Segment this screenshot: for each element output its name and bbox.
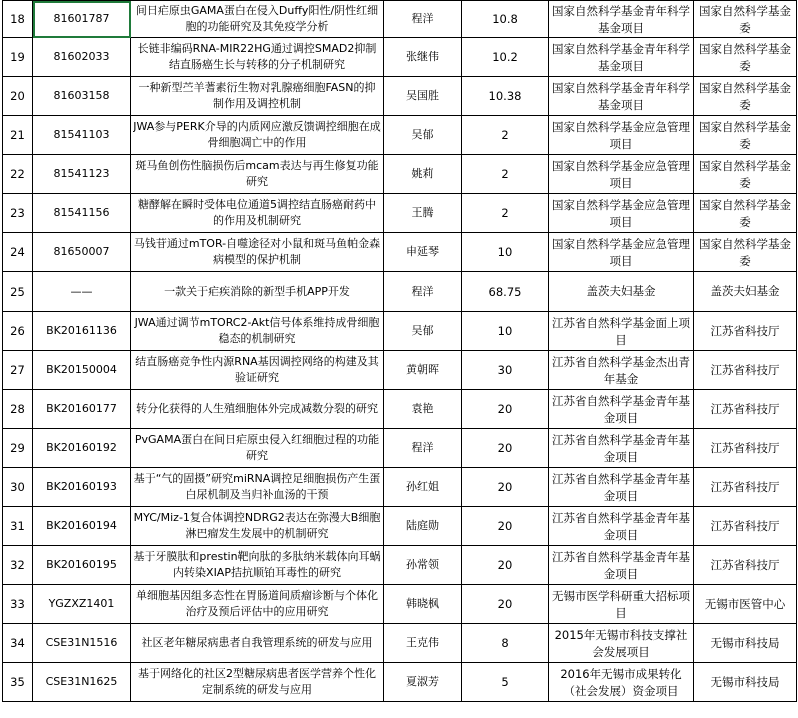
row-number-cell[interactable] <box>3 194 33 233</box>
program-type-cell[interactable] <box>549 585 694 624</box>
project-title-cell[interactable] <box>131 233 384 272</box>
project-title-cell[interactable] <box>131 585 384 624</box>
principal-investigator-cell[interactable] <box>384 663 462 702</box>
amount-text: 20 <box>497 402 513 416</box>
row-number-cell[interactable] <box>3 429 33 468</box>
no-text: 22 <box>10 167 25 181</box>
no-text: 35 <box>10 675 25 689</box>
amount-text: 2 <box>501 206 509 220</box>
table-row <box>3 624 797 663</box>
table-row <box>3 272 797 312</box>
code-text: 81602033 <box>53 50 110 63</box>
program-type-cell[interactable] <box>549 233 694 272</box>
person-text: 姚莉 <box>411 167 434 180</box>
project-code-cell[interactable] <box>33 468 131 507</box>
row-number-cell[interactable] <box>3 1 33 38</box>
row-number-cell[interactable] <box>3 351 33 390</box>
row-number-cell[interactable] <box>3 116 33 155</box>
amount-text: 20 <box>497 597 513 611</box>
program-type-cell[interactable] <box>549 546 694 585</box>
funding-amount-cell[interactable] <box>462 312 549 351</box>
row-number-cell[interactable] <box>3 585 33 624</box>
project-title-cell[interactable] <box>131 194 384 233</box>
principal-investigator-cell[interactable] <box>384 546 462 585</box>
person-text: 夏淑芳 <box>406 675 439 688</box>
project-table <box>2 0 797 702</box>
table-row <box>3 390 797 429</box>
code-text: BK20160195 <box>46 558 117 571</box>
source-text: 江苏省科技厅 <box>710 362 780 377</box>
person-text: 王腾 <box>411 206 434 219</box>
source-text: 国家自然科学基金委 <box>699 42 791 73</box>
program-text: 江苏省自然科学基金青年基金项目 <box>552 394 690 425</box>
no-text: 28 <box>10 402 25 416</box>
project-title-cell[interactable] <box>131 1 384 38</box>
person-text: 袁艳 <box>411 402 434 415</box>
funding-source-cell[interactable] <box>694 272 797 312</box>
funding-source-cell[interactable] <box>694 546 797 585</box>
person-text: 王克伟 <box>406 636 439 649</box>
program-type-cell[interactable] <box>549 1 694 38</box>
source-text: 江苏省科技厅 <box>710 557 780 572</box>
project-code-cell[interactable] <box>33 1 131 38</box>
funding-amount-cell[interactable] <box>462 116 549 155</box>
person-text: 韩晓枫 <box>406 597 439 610</box>
project-title-cell[interactable] <box>131 312 384 351</box>
no-text: 27 <box>10 363 25 377</box>
program-text: 江苏省自然科学基金青年基金项目 <box>552 550 690 581</box>
row-number-cell[interactable] <box>3 272 33 312</box>
code-text: 81601787 <box>53 12 110 25</box>
amount-text: 5 <box>501 675 509 689</box>
program-text: 国家自然科学基金应急管理项目 <box>552 120 690 151</box>
program-type-cell[interactable] <box>549 77 694 116</box>
title-text: 单细胞基因组多态性在胃肠道间质瘤诊断与个体化治疗及预后评估中的应用研究 <box>136 589 378 618</box>
funding-amount-cell[interactable] <box>462 1 549 38</box>
table-row <box>3 663 797 702</box>
source-text: 国家自然科学基金委 <box>699 120 791 151</box>
table-row <box>3 351 797 390</box>
title-text: 一种新型苎羊蓍素衍生物对乳腺癌细胞FASN的抑制作用及调控机制 <box>138 81 376 110</box>
funding-source-cell[interactable] <box>694 1 797 38</box>
funding-source-cell[interactable] <box>694 624 797 663</box>
program-type-cell[interactable] <box>549 390 694 429</box>
row-number-cell[interactable] <box>3 312 33 351</box>
title-text: 间日疟原虫GAMA蛋白在侵入Duffy阳性/阴性红细胞的功能研究及其免疫学分析 <box>135 4 379 33</box>
funding-source-cell[interactable] <box>694 77 797 116</box>
row-number-cell[interactable] <box>3 390 33 429</box>
source-text: 国家自然科学基金委 <box>699 81 791 112</box>
no-text: 31 <box>10 519 25 533</box>
amount-text: 20 <box>497 519 513 533</box>
no-text: 19 <box>10 50 25 64</box>
title-text: 一款关于疟疾消除的新型手机APP开发 <box>164 284 350 298</box>
project-code-cell[interactable] <box>33 585 131 624</box>
program-text: 2016年无锡市成果转化（社会发展）资金项目 <box>560 667 682 698</box>
amount-text: 10 <box>497 324 513 338</box>
row-number-cell[interactable] <box>3 624 33 663</box>
code-text: BK20160177 <box>46 402 117 415</box>
row-number-cell[interactable] <box>3 77 33 116</box>
program-text: 江苏省自然科学基金面上项目 <box>552 316 690 347</box>
project-title-cell[interactable] <box>131 272 384 312</box>
amount-text: 8 <box>501 636 509 650</box>
funding-amount-cell[interactable] <box>462 507 549 546</box>
table-row <box>3 429 797 468</box>
amount-text: 10.2 <box>492 50 518 64</box>
code-text: 81541103 <box>53 128 110 141</box>
funding-amount-cell[interactable] <box>462 194 549 233</box>
title-text: 社区老年糖尿病患者自我管理系统的研发与应用 <box>141 636 373 649</box>
person-text: 申延琴 <box>406 245 439 258</box>
amount-text: 2 <box>501 128 509 142</box>
funding-amount-cell[interactable] <box>462 38 549 77</box>
person-text: 程洋 <box>411 12 434 25</box>
code-text: YGZXZ1401 <box>48 597 115 610</box>
amount-text: 10 <box>497 245 513 259</box>
funding-amount-cell[interactable] <box>462 233 549 272</box>
title-text: 斑马鱼创伤性脑损伤后mcam表达与再生修复功能研究 <box>135 159 379 188</box>
project-title-cell[interactable] <box>131 155 384 194</box>
table-row <box>3 585 797 624</box>
project-title-cell[interactable] <box>131 77 384 116</box>
amount-text: 10.8 <box>492 12 518 26</box>
no-text: 29 <box>10 441 25 455</box>
no-text: 33 <box>10 597 25 611</box>
table-row <box>3 546 797 585</box>
program-text: 江苏省自然科学基金青年基金项目 <box>552 433 690 464</box>
principal-investigator-cell[interactable] <box>384 38 462 77</box>
project-title-cell[interactable] <box>131 546 384 585</box>
title-text: MYC/Miz-1复合体调控NDRG2表达在弥漫大B细胞淋巴瘤发生发展中的机制研究 <box>133 511 381 540</box>
source-text: 无锡市科技局 <box>710 635 780 650</box>
funding-amount-cell[interactable] <box>462 390 549 429</box>
no-text: 21 <box>10 128 25 142</box>
project-title-cell[interactable] <box>131 507 384 546</box>
table-row <box>3 1 797 38</box>
program-type-cell[interactable] <box>549 507 694 546</box>
funding-source-cell[interactable] <box>694 155 797 194</box>
project-code-cell[interactable] <box>33 155 131 194</box>
principal-investigator-cell[interactable] <box>384 390 462 429</box>
program-type-cell[interactable] <box>549 468 694 507</box>
code-text: 81650007 <box>53 245 110 258</box>
principal-investigator-cell[interactable] <box>384 429 462 468</box>
project-title-cell[interactable] <box>131 38 384 77</box>
funding-source-cell[interactable] <box>694 116 797 155</box>
program-type-cell[interactable] <box>549 194 694 233</box>
no-text: 34 <box>10 636 25 650</box>
project-title-cell[interactable] <box>131 663 384 702</box>
row-number-cell[interactable] <box>3 507 33 546</box>
principal-investigator-cell[interactable] <box>384 1 462 38</box>
code-text: 81541156 <box>53 206 110 219</box>
principal-investigator-cell[interactable] <box>384 507 462 546</box>
row-number-cell[interactable] <box>3 38 33 77</box>
table-row <box>3 194 797 233</box>
principal-investigator-cell[interactable] <box>384 624 462 663</box>
program-text: 国家自然科学基金应急管理项目 <box>552 159 690 190</box>
code-text: BK20160192 <box>46 441 117 454</box>
amount-text: 2 <box>501 167 509 181</box>
table-row <box>3 116 797 155</box>
source-text: 江苏省科技厅 <box>710 479 780 494</box>
source-text: 江苏省科技厅 <box>710 518 780 533</box>
project-code-cell[interactable] <box>33 194 131 233</box>
project-code-cell[interactable] <box>33 312 131 351</box>
amount-text: 30 <box>497 363 513 377</box>
person-text: 黄朝晖 <box>406 363 439 376</box>
code-text: CSE31N1516 <box>45 636 118 649</box>
program-text: 国家自然科学基金青年科学基金项目 <box>552 81 690 112</box>
program-text: 江苏省自然科学基金杰出青年基金 <box>552 355 690 386</box>
funding-source-cell[interactable] <box>694 351 797 390</box>
program-type-cell[interactable] <box>549 663 694 702</box>
code-text: 81603158 <box>53 89 110 102</box>
project-title-cell[interactable] <box>131 624 384 663</box>
funding-amount-cell[interactable] <box>462 429 549 468</box>
title-text: 转分化获得的人生殖细胞体外完成减数分裂的研究 <box>136 402 378 415</box>
title-text: 基于“气的固摄”研究miRNA调控足细胞损伤产生蛋白尿机制及当归补血汤的干预 <box>133 472 381 501</box>
program-text: 国家自然科学基金应急管理项目 <box>552 198 690 229</box>
project-code-cell[interactable] <box>33 663 131 702</box>
row-number-cell[interactable] <box>3 663 33 702</box>
program-text: 国家自然科学基金青年科学基金项目 <box>552 42 690 73</box>
title-text: 长链非编码RNA-MIR22HG通过调控SMAD2抑制结直肠癌生长与转移的分子机制研究 <box>137 42 377 71</box>
title-text: PvGAMA蛋白在间日疟原虫侵入红细胞过程的功能研究 <box>134 433 380 462</box>
funding-source-cell[interactable] <box>694 429 797 468</box>
title-text: 基于网络化的社区2型糖尿病患者医学营养个性化定制系统的研发与应用 <box>138 667 376 696</box>
no-text: 25 <box>10 284 25 299</box>
funding-amount-cell[interactable] <box>462 468 549 507</box>
funding-amount-cell[interactable] <box>462 585 549 624</box>
table-row <box>3 312 797 351</box>
table-row <box>3 233 797 272</box>
amount-text: 10.38 <box>488 89 522 103</box>
funding-source-cell[interactable] <box>694 585 797 624</box>
table-row <box>3 155 797 194</box>
principal-investigator-cell[interactable] <box>384 194 462 233</box>
funding-amount-cell[interactable] <box>462 546 549 585</box>
principal-investigator-cell[interactable] <box>384 351 462 390</box>
source-text: 江苏省科技厅 <box>710 440 780 455</box>
funding-amount-cell[interactable] <box>462 155 549 194</box>
funding-amount-cell[interactable] <box>462 624 549 663</box>
title-text: 马钱苷通过mTOR-自噬途径对小鼠和斑马鱼帕金森病模型的保护机制 <box>133 237 381 266</box>
project-code-cell[interactable] <box>33 272 131 312</box>
person-text: 吴郁 <box>411 128 434 141</box>
source-text: 江苏省科技厅 <box>710 323 780 338</box>
program-type-cell[interactable] <box>549 155 694 194</box>
source-text: 国家自然科学基金委 <box>699 237 791 268</box>
title-text: JWA通过调节mTORC2-Akt信号体系维持成骨细胞稳态的机制研究 <box>134 316 380 345</box>
no-text: 23 <box>10 206 25 220</box>
program-type-cell[interactable] <box>549 272 694 312</box>
project-code-cell[interactable] <box>33 351 131 390</box>
funding-source-cell[interactable] <box>694 38 797 77</box>
no-text: 18 <box>10 12 25 26</box>
person-text: 孙红姐 <box>406 480 439 493</box>
project-code-cell[interactable] <box>33 429 131 468</box>
project-code-cell[interactable] <box>33 390 131 429</box>
program-type-cell[interactable] <box>549 116 694 155</box>
code-text: CSE31N1625 <box>45 675 118 688</box>
funding-amount-cell[interactable] <box>462 77 549 116</box>
code-text: 81541123 <box>53 167 110 180</box>
program-text: 国家自然科学基金应急管理项目 <box>552 237 690 268</box>
title-text: JWA参与PERK介导的内质网应激反馈调控细胞在成骨细胞凋亡中的作用 <box>133 120 381 149</box>
no-text: 30 <box>10 480 25 494</box>
person-text: 孙常领 <box>406 558 439 571</box>
principal-investigator-cell[interactable] <box>384 272 462 312</box>
funding-source-cell[interactable] <box>694 507 797 546</box>
table-row <box>3 468 797 507</box>
funding-source-cell[interactable] <box>694 468 797 507</box>
principal-investigator-cell[interactable] <box>384 468 462 507</box>
title-text: 糖酵解在瞬时受体电位通道5调控结直肠癌耐药中的作用及机制研究 <box>138 198 376 227</box>
source-text: 无锡市科技局 <box>710 674 780 689</box>
funding-source-cell[interactable] <box>694 194 797 233</box>
principal-investigator-cell[interactable] <box>384 155 462 194</box>
no-text: 20 <box>10 89 25 103</box>
principal-investigator-cell[interactable] <box>384 312 462 351</box>
program-type-cell[interactable] <box>549 624 694 663</box>
code-text: BK20161136 <box>46 324 117 337</box>
project-code-cell[interactable] <box>33 116 131 155</box>
source-text: 国家自然科学基金委 <box>699 159 791 190</box>
project-title-cell[interactable] <box>131 429 384 468</box>
person-text: 陆庭勋 <box>406 519 439 532</box>
project-code-cell[interactable] <box>33 546 131 585</box>
row-number-cell[interactable] <box>3 468 33 507</box>
funding-amount-cell[interactable] <box>462 272 549 312</box>
funding-source-cell[interactable] <box>694 312 797 351</box>
program-type-cell[interactable] <box>549 312 694 351</box>
code-text: —— <box>70 284 93 298</box>
row-number-cell[interactable] <box>3 546 33 585</box>
row-number-cell[interactable] <box>3 155 33 194</box>
project-code-cell[interactable] <box>33 507 131 546</box>
program-text: 盖茨夫妇基金 <box>586 284 656 298</box>
source-text: 无锡市医管中心 <box>704 596 786 611</box>
program-text: 江苏省自然科学基金青年基金项目 <box>552 511 690 542</box>
person-text: 程洋 <box>411 284 434 298</box>
principal-investigator-cell[interactable] <box>384 585 462 624</box>
program-text: 2015年无锡市科技支撑社会发展项目 <box>554 628 688 659</box>
amount-text: 20 <box>497 558 513 572</box>
project-title-cell[interactable] <box>131 116 384 155</box>
project-title-cell[interactable] <box>131 351 384 390</box>
program-type-cell[interactable] <box>549 38 694 77</box>
code-text: BK20150004 <box>46 363 117 376</box>
person-text: 吴国胜 <box>406 89 439 102</box>
program-text: 国家自然科学基金青年科学基金项目 <box>552 4 690 35</box>
program-type-cell[interactable] <box>549 429 694 468</box>
source-text: 国家自然科学基金委 <box>699 198 791 229</box>
code-text: BK20160193 <box>46 480 117 493</box>
table-row <box>3 507 797 546</box>
program-text: 无锡市医学科研重大招标项目 <box>552 589 690 620</box>
principal-investigator-cell[interactable] <box>384 116 462 155</box>
no-text: 32 <box>10 558 25 572</box>
principal-investigator-cell[interactable] <box>384 233 462 272</box>
person-text: 张继伟 <box>406 50 439 63</box>
program-type-cell[interactable] <box>549 351 694 390</box>
amount-text: 20 <box>497 480 513 494</box>
project-title-cell[interactable] <box>131 390 384 429</box>
project-code-cell[interactable] <box>33 38 131 77</box>
amount-text: 20 <box>497 441 513 455</box>
title-text: 结直肠癌竞争性内源RNA基因调控网络的构建及其验证研究 <box>135 355 379 384</box>
table-row <box>3 38 797 77</box>
no-text: 24 <box>10 245 25 259</box>
no-text: 26 <box>10 324 25 338</box>
project-title-cell[interactable] <box>131 468 384 507</box>
principal-investigator-cell[interactable] <box>384 77 462 116</box>
row-number-cell[interactable] <box>3 233 33 272</box>
amount-text: 68.75 <box>488 284 522 299</box>
source-text: 盖茨夫妇基金 <box>710 284 780 298</box>
table-row <box>3 77 797 116</box>
source-text: 江苏省科技厅 <box>710 401 780 416</box>
funding-source-cell[interactable] <box>694 233 797 272</box>
person-text: 程洋 <box>411 441 434 454</box>
project-code-cell[interactable] <box>33 233 131 272</box>
person-text: 吴郁 <box>411 324 434 337</box>
funding-source-cell[interactable] <box>694 390 797 429</box>
title-text: 基于牙膜肽和prestin靶向肽的多肽纳米载体向耳蜗内转染XIAP拮抗顺铂耳毒性的研究 <box>133 550 381 579</box>
project-code-cell[interactable] <box>33 624 131 663</box>
program-text: 江苏省自然科学基金青年基金项目 <box>552 472 690 503</box>
funding-amount-cell[interactable] <box>462 663 549 702</box>
code-text: BK20160194 <box>46 519 117 532</box>
funding-amount-cell[interactable] <box>462 351 549 390</box>
project-code-cell[interactable] <box>33 77 131 116</box>
source-text: 国家自然科学基金委 <box>699 4 791 35</box>
funding-source-cell[interactable] <box>694 663 797 702</box>
